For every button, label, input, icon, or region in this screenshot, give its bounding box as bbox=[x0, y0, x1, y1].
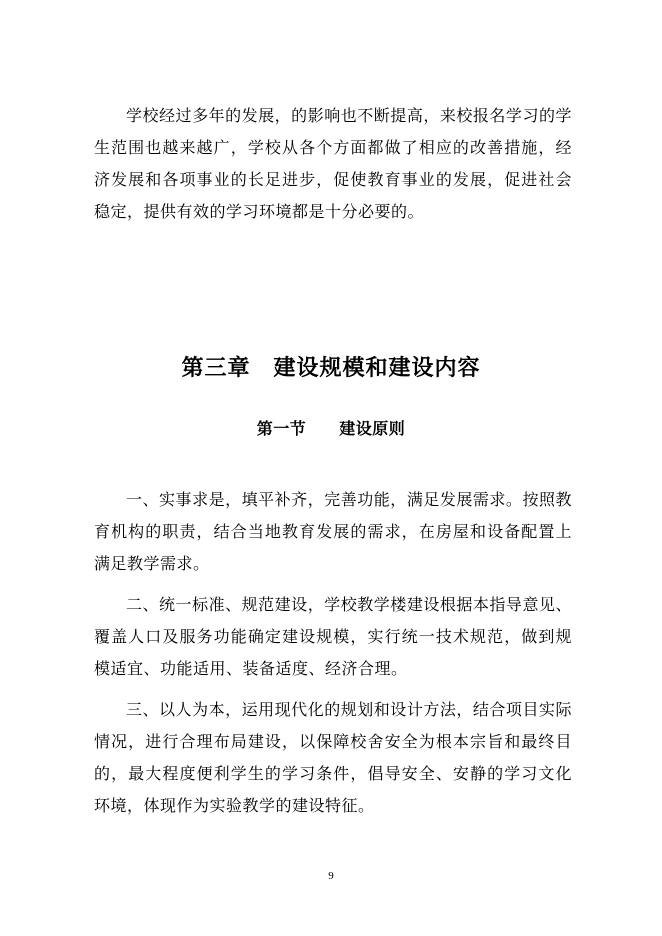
chapter-title: 第三章 建设规模和建设内容 bbox=[181, 355, 481, 381]
intro-paragraph: 学校经过多年的发展，的影响也不断提高，来校报名学习的学生范围也越来越广，学校从各个方面都做了相应的改善措施，经济发展和各项事业的长足进步，促使教育事业的发展，促进社会稳定，提供有效的学习环境都是十分必要的。 bbox=[94, 106, 572, 221]
section-title: 第一节 建设原则 bbox=[256, 419, 406, 438]
principle-paragraph-2: 二、统一标准、规范建设，学校教学楼建设根据本指导意见、覆盖人口及服务功能确定建设规模，实行统一技术规范，做到规模适宜、功能适用、装备适度、经济合理。 bbox=[94, 595, 572, 678]
page-number: 9 bbox=[328, 870, 334, 882]
principle-paragraph-3: 三、以人为本，运用现代化的规划和设计方法，结合项目实际情况，进行合理布局建设，以保障校舍安全为根本宗旨和最终目的，最大程度便利学生的学习条件，倡导安全、安静的学习文化环境，体现作为实验教学的建设特征。 bbox=[94, 700, 572, 815]
principle-paragraph-1: 一、实事求是，填平补齐，完善功能，满足发展需求。按照教育机构的职责，结合当地教育发展的需求，在房屋和设备配置上满足教学需求。 bbox=[94, 490, 572, 573]
